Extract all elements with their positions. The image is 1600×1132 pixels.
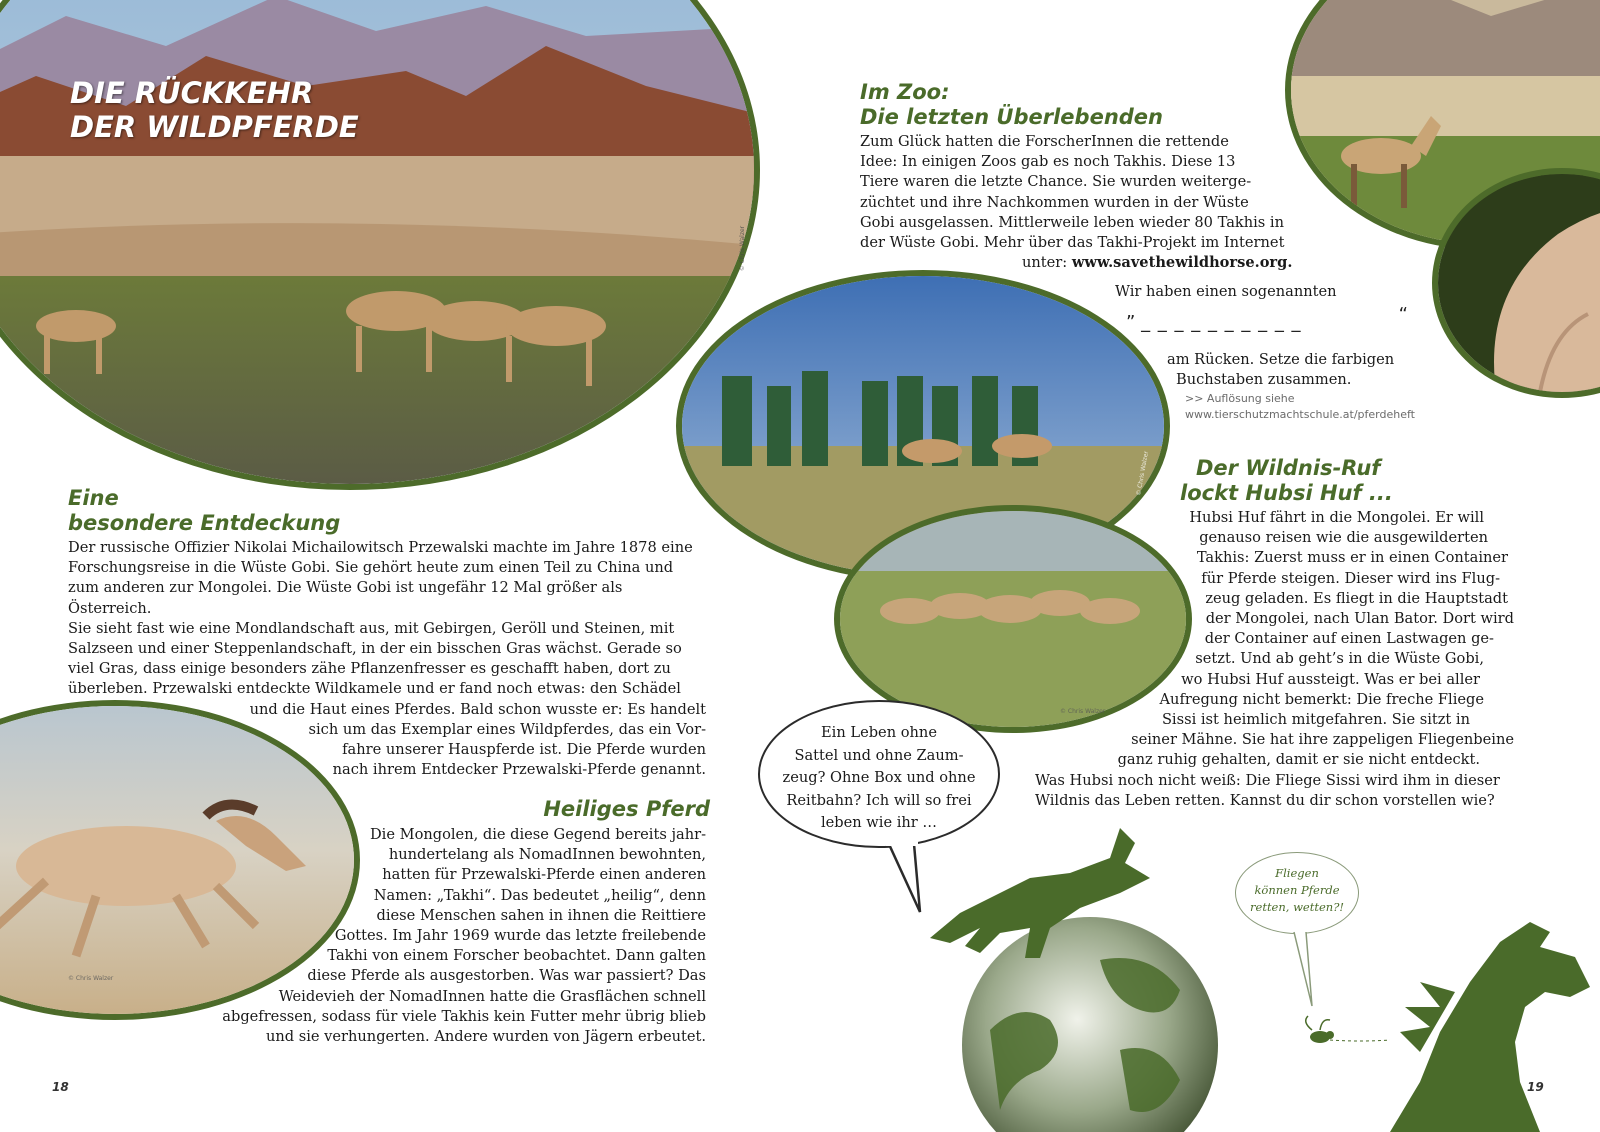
photo-credit-2: © Chris Walzer xyxy=(68,975,114,982)
jumping-horse-icon xyxy=(920,818,1160,968)
page-title xyxy=(70,76,359,144)
text-entdeckung-line: nach ihrem Entdecker Przewalski-Pferde genannt. xyxy=(332,761,706,779)
text-zoo-line: Idee: In einigen Zoos gab es noch Takhis. Diese 13 xyxy=(860,153,1236,171)
text-wildnis-line: für Pferde steigen. Dieser wird ins Flug- xyxy=(1201,569,1500,587)
puzzle-blanks: _ _ _ _ _ _ _ _ _ _ xyxy=(1141,312,1302,333)
text-wildnis-line: ganz ruhig gehalten, damit er sie nicht entdeckt. xyxy=(1117,751,1480,769)
puzzle-line2: am Rücken. Setze die farbigen xyxy=(1167,351,1395,368)
savethewildhorse-link[interactable]: www.savethewildhorse.org. xyxy=(1071,254,1293,272)
quote-close: “ xyxy=(1398,304,1408,325)
text-entdeckung-line: und die Haut eines Pferdes. Bald schon wusste er: Es handelt xyxy=(249,700,706,718)
heading-entdeckung-line1: Eine xyxy=(68,486,119,510)
text-entdeckung-line: sich um das Exemplar eines Wildpferdes, das ein Vor- xyxy=(308,720,706,738)
speech-bubble-line: Ein Leben ohne xyxy=(821,724,937,741)
text-wildnis-line: setzt. Und ab geht’s in die Wüste Gobi, xyxy=(1195,650,1484,668)
text-heilig-line: Gottes. Im Jahr 1969 wurde das letzte freilebende xyxy=(334,927,706,945)
text-heilig-line: Takhi von einem Forscher beobachtet. Dann galten xyxy=(327,947,706,965)
text-entdeckung-line: zum anderen zur Mongolei. Die Wüste Gobi ist ungefähr 12 Mal größer als Österreich. xyxy=(68,579,623,617)
text-zoo-line: der Wüste Gobi. Mehr über das Takhi-Projekt im Internet xyxy=(860,234,1285,252)
text-zoo-line: Gobi ausgelassen. Mittlerweile leben wieder 80 Takhis in xyxy=(860,213,1285,231)
text-entdeckung-line: Der russische Offizier Nikolai Michailowitsch Przewalski machte im Jahre 1878 eine xyxy=(68,539,693,556)
text-zoo xyxy=(860,132,1300,273)
text-heilig-line: Namen: „Takhi“. Das bedeutet „heilig“, denn xyxy=(373,886,706,904)
text-wildnis-line: Aufregung nicht bemerkt: Die freche Fliege xyxy=(1159,690,1484,708)
fly-bubble-line: retten, wetten?! xyxy=(1250,900,1344,914)
text-entdeckung-line: Salzseen und einer Steppenlandschaft, in der ein bisschen Gras wächst. Gerade so xyxy=(68,640,682,658)
text-zoo-link-prefix: unter: xyxy=(1022,254,1072,272)
text-wildnis xyxy=(1030,508,1514,811)
text-heilig-line: und sie verhungerten. Andere wurden von Jägern erbeutet. xyxy=(265,1028,706,1046)
fly-icon xyxy=(1306,1016,1390,1043)
solution-url[interactable]: www.tierschutzmachtschule.at/pferdeheft xyxy=(1185,408,1415,421)
heading-entdeckung xyxy=(68,486,340,536)
text-heilig-line: diese Menschen sahen in ihnen die Reittiere xyxy=(376,906,706,924)
text-entdeckung-line: viel Gras, dass einige besonders zähe Pflanzenfresser es geschafft haben, dort zu xyxy=(68,660,671,678)
page-title-line1: DIE RÜCKKEHR xyxy=(70,76,314,110)
heading-wildnis-line2: lockt Hubsi Huf ... xyxy=(1180,481,1393,505)
text-wildnis-line: Sissi ist heimlich mitgefahren. Sie sitzt in xyxy=(1161,711,1470,729)
text-wildnis-line: wo Hubsi Huf aussteigt. Was er bei aller xyxy=(1181,670,1480,688)
puzzle-line1: Wir haben einen sogenannten xyxy=(1115,283,1337,300)
text-heilig-line: hundertelang als NomadInnen bewohnten, xyxy=(388,846,706,864)
text-wildnis-line: Wildnis das Leben retten. Kannst du dir schon vorstellen wie? xyxy=(1035,791,1495,809)
heading-entdeckung-line2: besondere Entdeckung xyxy=(68,511,341,535)
heading-heilig: Heiliges Pferd xyxy=(543,797,710,821)
speech-bubble-line: Reitbahn? Ich will so frei xyxy=(786,791,972,809)
text-heilig-line: Weidevieh der NomadInnen hatte die Grasflächen schnell xyxy=(278,987,706,1005)
text-entdeckung-line: Sie sieht fast wie eine Mondlandschaft aus, mit Gebirgen, Geröll und Steinen, mit xyxy=(68,619,675,637)
text-entdeckung-line: überleben. Przewalski entdeckte Wildkamele und er fand noch etwas: den Schädel xyxy=(68,680,681,698)
speech-bubble-line: Sattel und ohne Zaum- xyxy=(794,746,964,764)
text-heilig-line: diese Pferde als ausgestorben. Was war passiert? Das xyxy=(307,967,706,985)
puzzle-blanks-row xyxy=(1126,304,1408,333)
text-wildnis-line: Was Hubsi noch nicht weiß: Die Fliege Sissi wird ihm in dieser xyxy=(1035,771,1500,789)
speech-bubble-line: zeug? Ohne Box und ohne xyxy=(782,769,976,786)
text-heilig xyxy=(220,825,706,1047)
photo-credit-3: © Chris Walzer xyxy=(1135,450,1151,497)
text-zoo-line: Tiere waren die letzte Chance. Sie wurden weiterge- xyxy=(860,173,1252,191)
heading-wildnis-line1: Der Wildnis-Ruf xyxy=(1196,456,1381,480)
text-wildnis-line: zeug geladen. Es fliegt in die Hauptstadt xyxy=(1205,589,1508,607)
heading-zoo-line1: Im Zoo: xyxy=(860,80,950,104)
heading-zoo xyxy=(860,80,1163,130)
page-number-right: 19 xyxy=(1527,1080,1544,1094)
heading-wildnis xyxy=(1180,456,1393,506)
quote-open: ” xyxy=(1126,312,1136,333)
fly-bubble-line: Fliegen xyxy=(1275,866,1319,880)
page-title-line2: DER WILDPFERDE xyxy=(70,110,359,144)
text-heilig-line: abgefressen, sodass für viele Takhis kein Futter mehr übrig blieb xyxy=(222,1007,706,1025)
text-zoo-line: Zum Glück hatten die ForscherInnen die rettende xyxy=(860,133,1229,150)
text-heilig-line: hatten für Przewalski-Pferde einen anderen xyxy=(382,866,706,884)
text-wildnis-line: der Mongolei, nach Ulan Bator. Dort wird xyxy=(1205,610,1514,628)
text-wildnis-line: der Container auf einen Lastwagen ge- xyxy=(1204,630,1494,648)
text-entdeckung-line: Forschungsreise in die Wüste Gobi. Sie gehört heute zum einen Teil zu China und xyxy=(68,559,674,577)
text-heilig-line: Die Mongolen, die diese Gegend bereits jahr- xyxy=(369,826,706,843)
text-wildnis-line: seiner Mähne. Sie hat ihre zappeligen Fliegenbeine xyxy=(1131,731,1514,749)
text-wildnis-line: genauso reisen wie die ausgewilderten xyxy=(1199,529,1488,547)
text-wildnis-line: Hubsi Huf fährt in die Mongolei. Er will xyxy=(1189,509,1484,526)
puzzle-line3: Buchstaben zusammen. xyxy=(1176,371,1352,388)
fly-bubble-line: können Pferde xyxy=(1254,883,1340,897)
solution-label: >> Auflösung siehe xyxy=(1185,392,1295,405)
horse-head-icon xyxy=(1300,912,1600,1132)
page-number-left: 18 xyxy=(52,1080,69,1094)
text-entdeckung-line: fahre unserer Hauspferde ist. Die Pferde wurden xyxy=(342,741,706,759)
hero-photo xyxy=(0,0,760,490)
heading-zoo-line2: Die letzten Überlebenden xyxy=(860,105,1164,129)
photo-credit-4: © Chris Walzer xyxy=(1060,708,1106,715)
speech-bubble-line: leben wie ihr … xyxy=(820,814,938,831)
text-zoo-line: züchtet und ihre Nachkommen wurden in der Wüste xyxy=(860,193,1249,211)
photo-credit-1: © Chris Walzer xyxy=(739,225,747,272)
text-wildnis-line: Takhis: Zuerst muss er in einen Container xyxy=(1196,549,1508,567)
